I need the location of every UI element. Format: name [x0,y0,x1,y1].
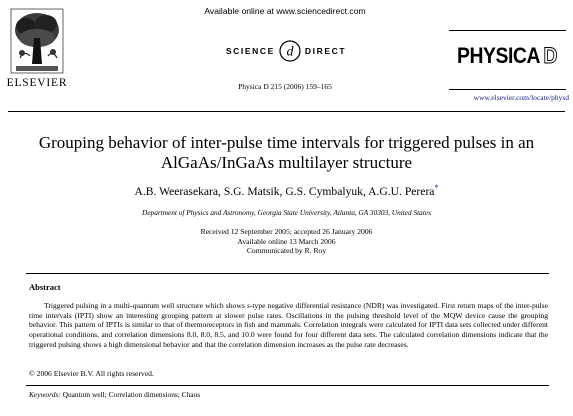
abstract-body [29,301,548,350]
keywords-line [29,390,200,399]
svg-text:d: d [286,44,294,60]
abstract-text-rest: -type negative differential resistance (NDR) was investigated. First return maps of the inter-pulse time intervals (IPTI) show an interesting grouping pattern at slower pulse rates. Oscillations in the pulsing threshold level of the MQW device cause the grouping behavior. This pattern of IPTIs is similar to that of thermoreceptors in fish and mammals. Correlation integrals were calculated for IPTI data sets collected under different operational conditions, and correlation dimensions 8.0, 8.0, 8.5, and 10.0 were found for four different data sets. The calculated correlation dimensions indicate that the triggered pulsing shows a high dimensional behavior and that the correlation dimension increases as the pulse rate decreases. [29,301,548,349]
copyright-notice: © 2006 Elsevier B.V. All rights reserved. [29,369,154,378]
article-title: Grouping behavior of inter-pulse time intervals for triggered pulses in an AlGaAs/InGaAs multilayer structure [38,133,535,172]
journal-logo-text [457,43,557,69]
keywords-label: Keywords: [29,390,61,399]
author-list: A.B. Weerasekara, S.G. Matsik, G.S. Cymbalyuk, A.G.U. Perera [134,184,435,198]
elsevier-tree-icon [10,8,64,74]
abstract-text-start: Triggered pulsing in a multi-quantum well structure which shows [44,301,247,310]
journal-logo-main: PHYSICA [457,43,541,68]
abstract-italic-s: s [246,301,250,310]
communicated-by: Communicated by R. Roy [246,246,327,256]
abstract-top-divider [26,273,549,274]
publisher-name: ELSEVIER [6,77,68,89]
author-affiliation: Department of Physics and Astronomy, Georgia State University, Atlanta, GA 30303, United States [142,208,431,217]
keywords-list: Quantum well; Correlation dimensions; Chaos [62,390,201,399]
article-history [20,227,553,256]
sciencedirect-right-word: DIRECT [304,46,347,56]
corresponding-author-link[interactable]: * [434,183,439,192]
sciencedirect-left-word: SCIENCE [225,46,275,56]
header-divider [8,111,565,112]
sciencedirect-at-icon [279,40,301,62]
keywords-divider [26,385,549,386]
received-date: Received 12 September 2005; accepted 26 January 2006 [200,227,373,236]
abstract-heading: Abstract [29,282,61,292]
available-online-text: Available online at www.sciencedirect.com [204,6,366,16]
sciencedirect-logo [176,40,396,62]
journal-reference: Physica D 215 (2006) 159–165 [238,82,332,91]
journal-logo [449,30,566,90]
available-date: Available online 13 March 2006 [237,236,336,246]
article-authors [20,183,553,198]
journal-url-link[interactable]: www.elsevier.com/locate/physd [473,93,569,102]
journal-logo-letter: D [543,43,558,68]
